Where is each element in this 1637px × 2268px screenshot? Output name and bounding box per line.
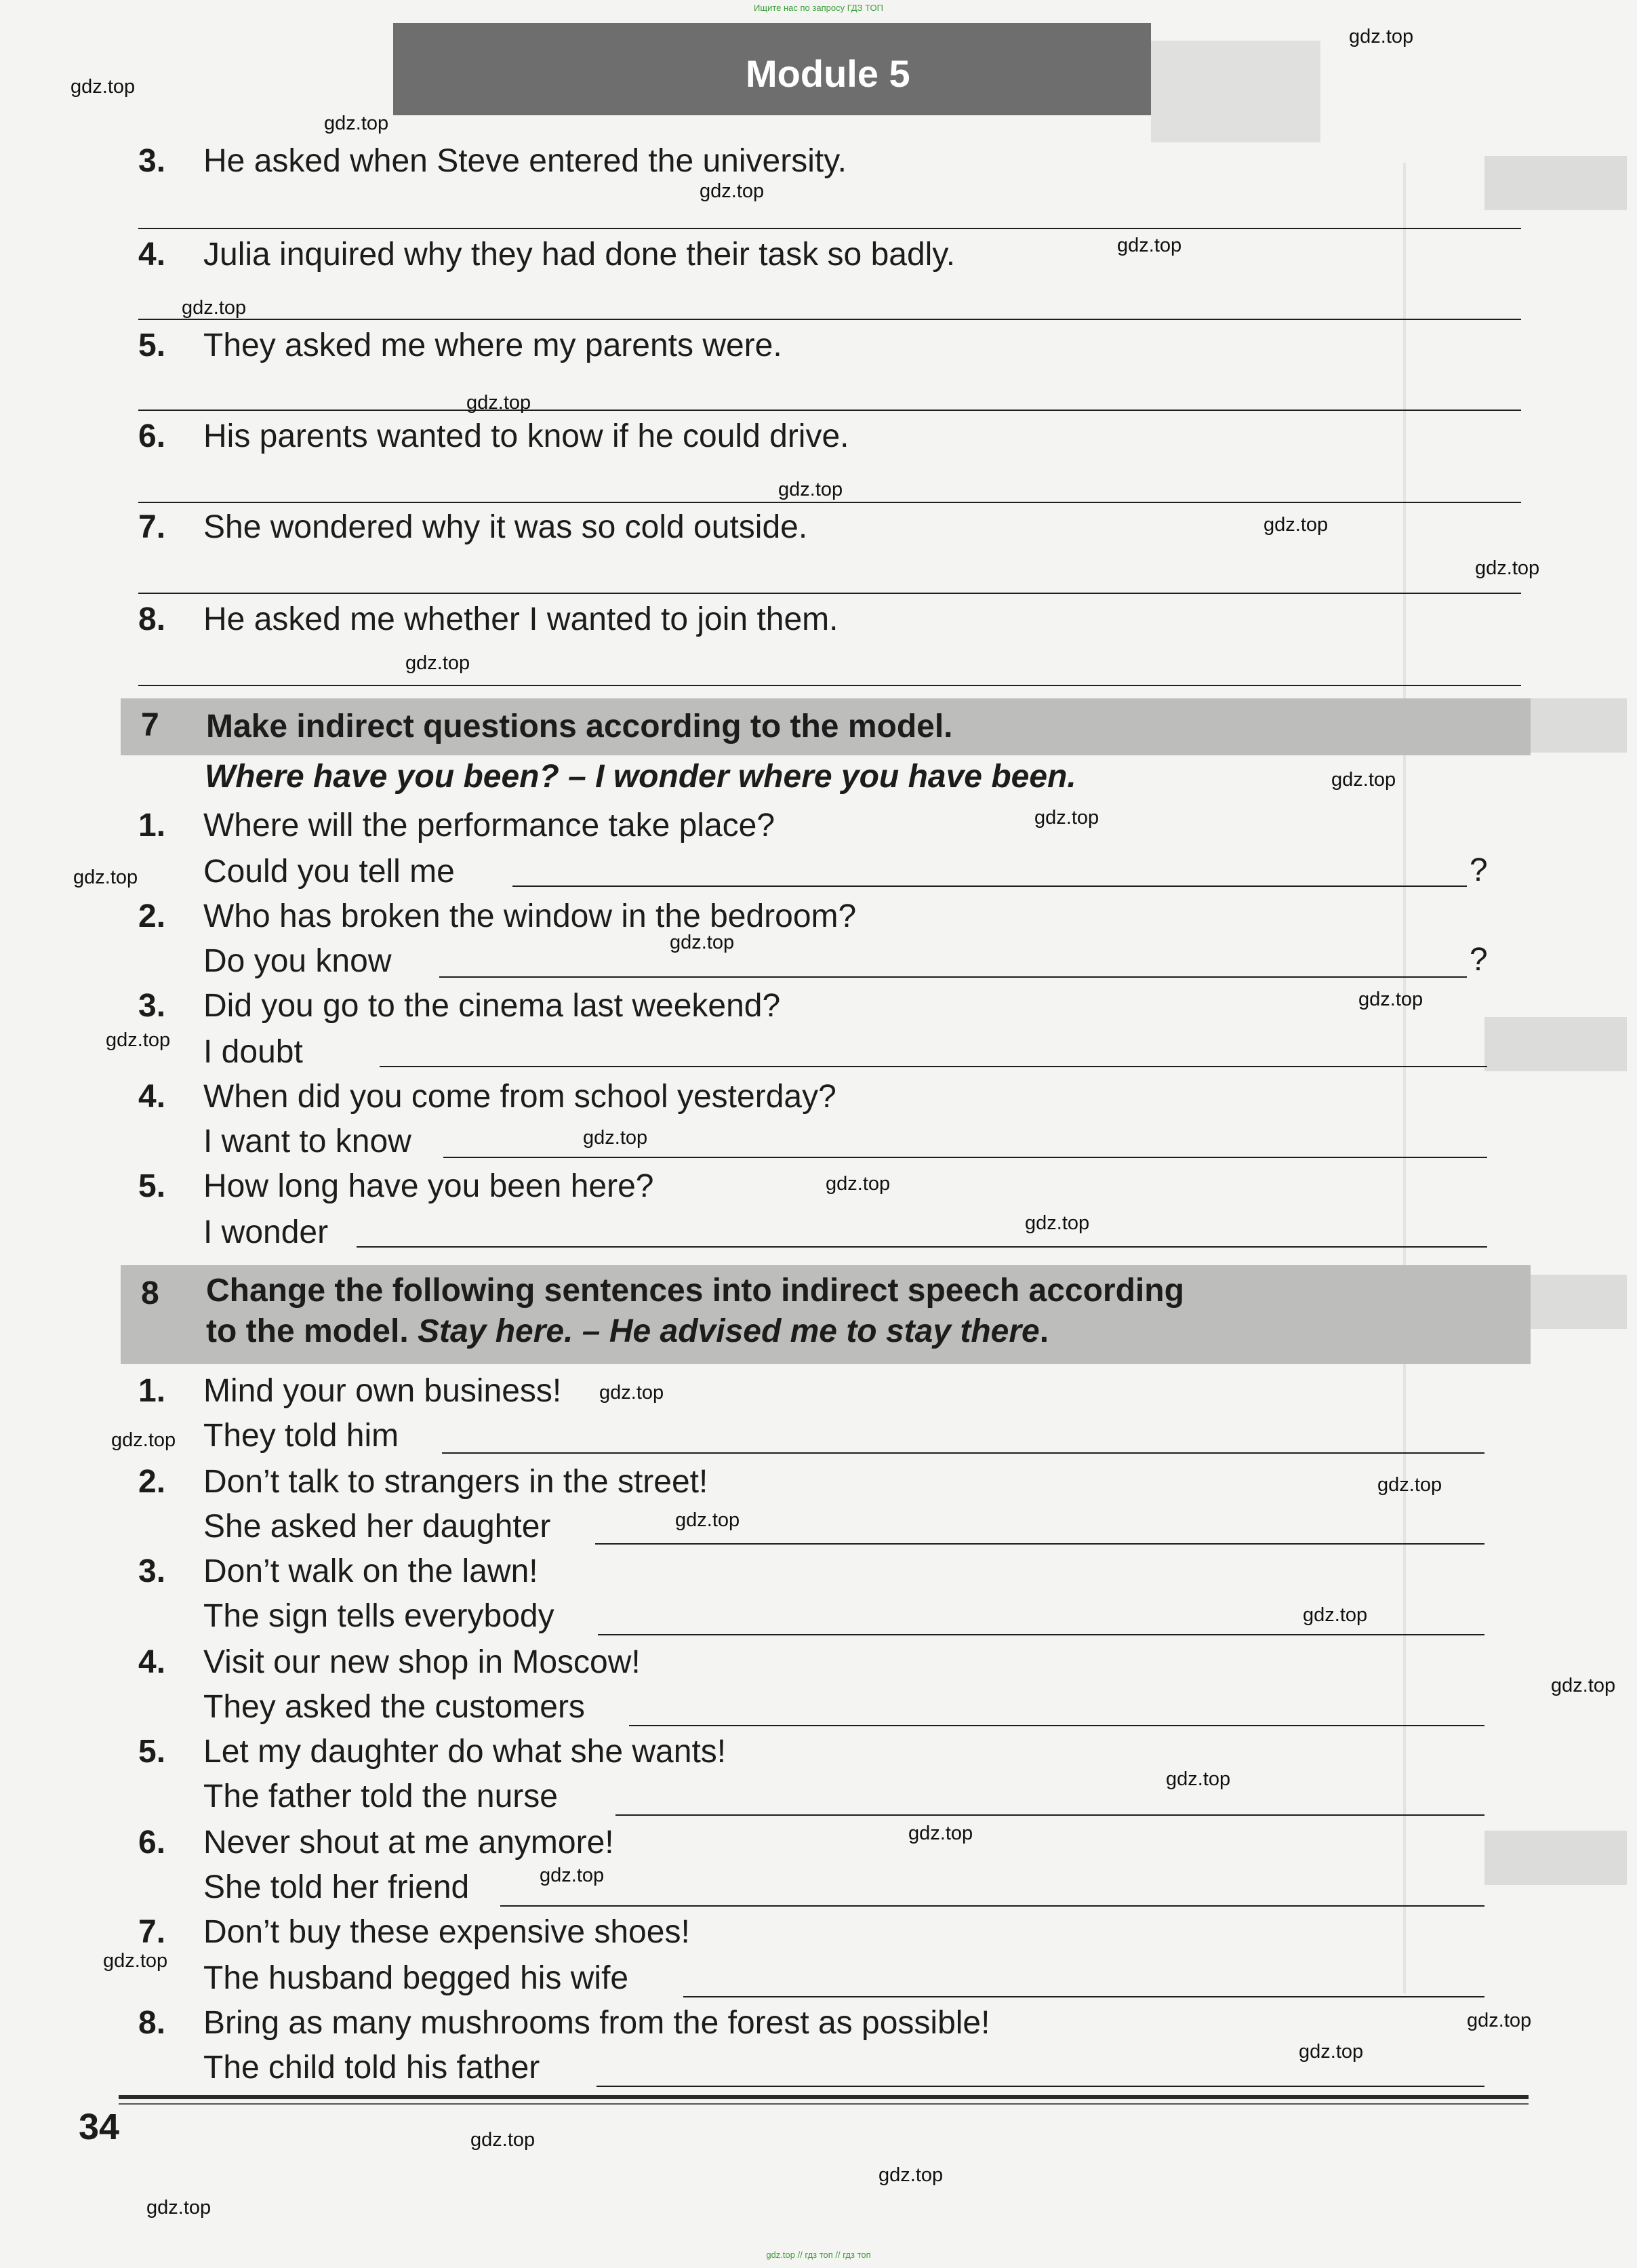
watermark: gdz.top [1377, 1474, 1442, 1496]
question-item: 1. Where will the performance take place? [138, 808, 775, 843]
answer-line[interactable] [138, 228, 1521, 229]
watermark: gdz.top [778, 479, 843, 500]
sentence-item: 1. Mind your own business! [138, 1373, 562, 1409]
watermark: gdz.top [103, 1950, 168, 1972]
watermark: gdz.top [1034, 807, 1099, 829]
watermark: gdz.top [405, 652, 470, 674]
watermark: gdz.top [1475, 557, 1540, 579]
answer-prompt: I doubt [203, 1034, 303, 1070]
watermark: gdz.top [146, 2197, 211, 2219]
sentence-item: 4. Visit our new shop in Moscow! [138, 1644, 641, 1680]
watermark: gdz.top [583, 1127, 648, 1149]
list-item: 8. He asked me whether I wanted to join them. [138, 601, 838, 637]
answer-line[interactable] [595, 1543, 1484, 1545]
ghost-block [1484, 156, 1627, 210]
watermark: gdz.top [73, 867, 138, 888]
watermark: gdz.top [1264, 514, 1329, 536]
site-note: Ищите нас по запросу ГДЗ ТОП [754, 3, 883, 13]
list-item: 4. Julia inquired why they had done their task so badly. [138, 237, 956, 273]
answer-line[interactable] [357, 1246, 1487, 1248]
watermark: gdz.top [675, 1509, 740, 1531]
watermark: gdz.top [670, 932, 735, 953]
sentence-item: 2. Don’t talk to strangers in the street! [138, 1464, 708, 1500]
exercise-instruction: Change the following sentences into indirect speech according [206, 1273, 1184, 1309]
module-tab-shadow [1151, 41, 1320, 142]
answer-line[interactable] [439, 976, 1467, 978]
question-mark: ? [1470, 852, 1488, 888]
watermark: gdz.top [1358, 989, 1423, 1010]
exercise-number: 8 [141, 1275, 159, 1311]
answer-line[interactable] [138, 502, 1521, 503]
answer-line[interactable] [512, 886, 1467, 887]
sentence-item: 8. Bring as many mushrooms from the forest as possible! [138, 2005, 990, 2041]
answer-prompt: The child told his father [203, 2050, 540, 2086]
watermark: gdz.top [1303, 1604, 1368, 1626]
watermark: gdz.top [908, 1823, 973, 1844]
ghost-block [1484, 1017, 1627, 1071]
module-tab [393, 23, 1151, 115]
module-title: Module 5 [746, 52, 910, 95]
watermark: gdz.top [182, 297, 247, 319]
answer-line[interactable] [138, 319, 1521, 320]
watermark: gdz.top [466, 392, 531, 414]
exercise-8-header [121, 1265, 1531, 1364]
answer-line[interactable] [442, 1452, 1484, 1454]
question-item: 2. Who has broken the window in the bedroom? [138, 898, 857, 934]
watermark: gdz.top [111, 1429, 176, 1451]
watermark: gdz.top [700, 180, 765, 202]
watermark: gdz.top [1551, 1675, 1616, 1696]
watermark: gdz.top [1349, 26, 1414, 47]
answer-line[interactable] [500, 1905, 1484, 1907]
watermark: gdz.top [106, 1029, 171, 1051]
answer-line[interactable] [443, 1157, 1487, 1158]
watermark: gdz.top [1117, 235, 1182, 256]
answer-prompt: Do you know [203, 943, 392, 979]
question-item: 4. When did you come from school yesterday? [138, 1079, 836, 1115]
exercise-7-header [121, 698, 1531, 755]
sentence-item: 3. Don’t walk on the lawn! [138, 1553, 538, 1589]
sentence-item: 7. Don’t buy these expensive shoes! [138, 1914, 690, 1950]
watermark: gdz.top [1467, 2010, 1532, 2031]
answer-line[interactable] [138, 593, 1521, 594]
page-number: 34 [79, 2107, 120, 2147]
watermark: gdz.top [878, 2164, 944, 2186]
answer-line[interactable] [597, 2086, 1484, 2087]
watermark: gdz.top [1299, 2041, 1364, 2063]
answer-prompt: The sign tells everybody [203, 1598, 554, 1634]
answer-line[interactable] [615, 1814, 1484, 1816]
exercise-model: Where have you been? – I wonder where you have been. [205, 759, 1076, 795]
watermark: gdz.top [826, 1173, 891, 1195]
list-item: 6. His parents wanted to know if he could drive. [138, 418, 849, 454]
answer-prompt: I wonder [203, 1214, 329, 1250]
answer-line[interactable] [138, 685, 1521, 686]
answer-line[interactable] [629, 1725, 1484, 1726]
sentence-item: 6. Never shout at me anymore! [138, 1825, 614, 1861]
answer-prompt: The husband begged his wife [203, 1960, 629, 1996]
list-item: 7. She wondered why it was so cold outside. [138, 509, 808, 545]
question-item: 3. Did you go to the cinema last weekend? [138, 988, 781, 1024]
list-item: 5. They asked me where my parents were. [138, 327, 782, 363]
question-item: 5. How long have you been here? [138, 1168, 654, 1204]
exercise-number: 7 [141, 707, 159, 743]
answer-line[interactable] [380, 1066, 1487, 1067]
answer-prompt: The father told the nurse [203, 1778, 558, 1814]
answer-prompt: She told her friend [203, 1869, 470, 1905]
answer-line[interactable] [683, 1996, 1484, 1997]
site-footer-note: gdz.top // гдз топ // гдз топ [766, 2250, 871, 2260]
watermark: gdz.top [1331, 769, 1396, 791]
watermark: gdz.top [540, 1865, 605, 1886]
answer-prompt: Could you tell me [203, 854, 455, 890]
watermark: gdz.top [70, 76, 136, 98]
question-mark: ? [1470, 942, 1488, 978]
bottom-rule [119, 2103, 1529, 2105]
answer-line[interactable] [598, 1634, 1484, 1635]
answer-line[interactable] [138, 410, 1521, 411]
watermark: gdz.top [599, 1382, 664, 1404]
watermark: gdz.top [1166, 1768, 1231, 1790]
exercise-instruction: Make indirect questions according to the model. [206, 709, 953, 744]
answer-prompt: I want to know [203, 1123, 411, 1159]
answer-prompt: They told him [203, 1418, 399, 1454]
watermark: gdz.top [470, 2129, 535, 2151]
answer-prompt: She asked her daughter [203, 1509, 551, 1545]
bottom-rule [119, 2095, 1529, 2099]
exercise-instruction-model: to the model. Stay here. – He advised me to stay there. [206, 1313, 1049, 1349]
list-item: 3. He asked when Steve entered the university. [138, 143, 847, 179]
watermark: gdz.top [1025, 1212, 1090, 1234]
ghost-rule [1403, 163, 1406, 1993]
watermark: gdz.top [324, 113, 389, 134]
answer-prompt: They asked the customers [203, 1689, 585, 1725]
ghost-block [1484, 1831, 1627, 1885]
sentence-item: 5. Let my daughter do what she wants! [138, 1734, 727, 1770]
